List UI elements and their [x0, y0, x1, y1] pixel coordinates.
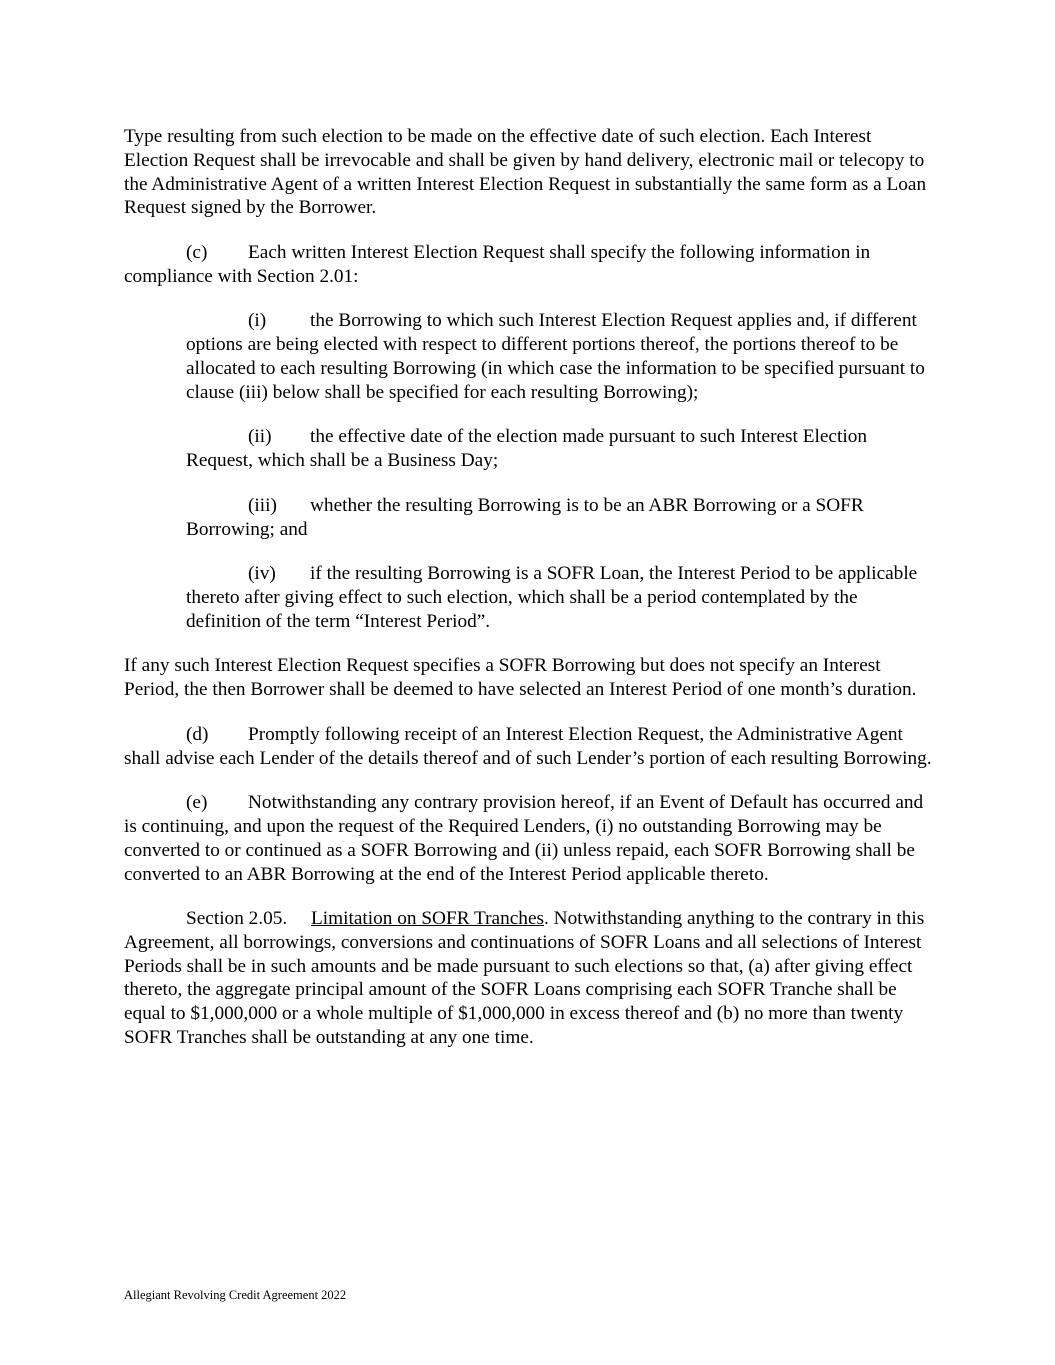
- document-body: [124, 125, 934, 1071]
- section-number: Section 2.05.: [186, 908, 288, 930]
- clause-iii-label: (iii): [248, 494, 277, 516]
- clause-e: [124, 791, 934, 886]
- clause-iv-label: (iv): [248, 563, 276, 585]
- clause-iii-text: whether the resulting Borrowing is to be an ABR Borrowing or a SOFR Borrowing; and: [186, 494, 864, 540]
- page-footer: Allegiant Revolving Credit Agreement 2022: [124, 1288, 347, 1302]
- clause-i-text: the Borrowing to which such Interest Election Request applies and, if different options are being elected with respect to different portions thereof, the portions thereof to be allocated to each resulting Borrowing (in which case the information to be specified pursuant to clause (iii) below shall be specified for each resulting Borrowing);: [186, 310, 925, 403]
- clause-d: [124, 723, 934, 771]
- section-text: . Notwithstanding anything to the contrary in this Agreement, all borrowings, conversions and continuations of SOFR Loans and all selections of Interest Periods shall be in such amounts and be made pursuant to such elections so that, (a) after giving effect thereto, the aggregate principal amount of the SOFR Loans comprising each SOFR Tranche shall be equal to $1,000,000 or a whole multiple of $1,000,000 in excess thereof and (b) no more than twenty SOFR Tranches shall be outstanding at any one time.: [124, 908, 925, 1049]
- paragraph-default-period: If any such Interest Election Request specifies a SOFR Borrowing but does not specify an Interest Period, the then Borrower shall be deemed to have selected an Interest Period of one month’s duration.: [124, 655, 917, 701]
- section-2-05: [124, 907, 934, 1050]
- clause-e-label: (e): [186, 792, 208, 814]
- clause-iii: [186, 494, 926, 542]
- clause-ii-label: (ii): [248, 426, 272, 448]
- clause-ii: [186, 425, 926, 473]
- clause-ii-text: the effective date of the election made pursuant to such Interest Election Request, which shall be a Business Day;: [186, 426, 867, 472]
- clause-iv-text: if the resulting Borrowing is a SOFR Loan, the Interest Period to be applicable thereto after giving effect to such election, which shall be a period contemplated by the definition of the term “Interest Period”.: [186, 563, 918, 632]
- clause-d-label: (d): [186, 723, 209, 745]
- clause-e-text: Notwithstanding any contrary provision hereof, if an Event of Default has occurred and is continuing, and upon the request of the Required Lenders, (i) no outstanding Borrowing may be converted to or continued as a SOFR Borrowing and (ii) unless repaid, each SOFR Borrowing shall be converted to an ABR Borrowing at the end of the Interest Period applicable thereto.: [124, 792, 924, 885]
- clause-i-label: (i): [248, 310, 267, 332]
- clause-d-text: Promptly following receipt of an Interest Election Request, the Administrative Agent shall advise each Lender of the details thereof and of such Lender’s portion of each resulting Borrowing.: [124, 723, 932, 769]
- clause-c: [124, 241, 934, 289]
- clause-c-label: (c): [186, 241, 208, 263]
- clause-c-text: Each written Interest Election Request shall specify the following information in compliance with Section 2.01:: [124, 241, 871, 287]
- clause-iv: [186, 562, 926, 633]
- section-title: Limitation on SOFR Tranches: [311, 908, 545, 930]
- clause-i: [186, 309, 926, 404]
- paragraph-continuation: Type resulting from such election to be made on the effective date of such election. Each Interest Election Request shall be irrevocable and shall be given by hand delivery, electronic mail or telecopy to the Administrative Agent of a written Interest Election Request in substantially the same form as a Loan Request signed by the Borrower.: [124, 126, 927, 219]
